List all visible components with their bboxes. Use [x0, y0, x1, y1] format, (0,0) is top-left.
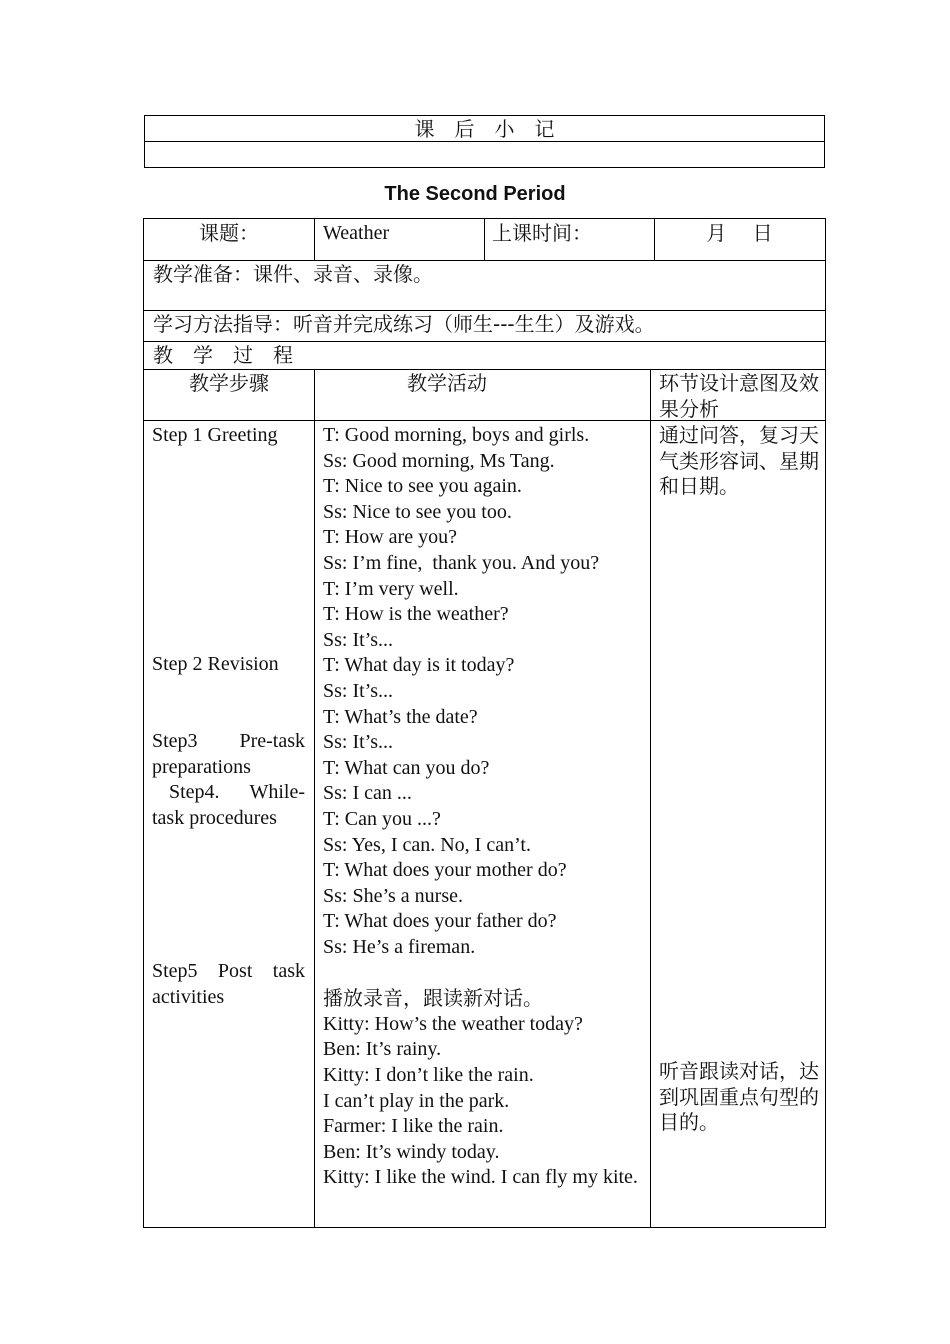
analysis-note: 通过问答，复习天气类形容词、星期和日期。	[659, 423, 819, 499]
activity-line: Ss: It’s...	[323, 731, 394, 754]
col-divider	[314, 219, 315, 260]
step-item: Step 1 Greeting	[152, 424, 278, 446]
activity-line: Ss: Good morning, Ms Tang.	[323, 449, 555, 472]
col-header-steps: 教学步骤	[189, 371, 269, 395]
col-header-activities: 教学活动	[407, 371, 487, 395]
col-header-analysis: 环节设计意图及效果分析	[659, 371, 819, 421]
topic-label: 课题：	[199, 221, 259, 245]
step-item: Step 2 Revision	[152, 653, 279, 675]
row-divider	[144, 341, 825, 342]
activity-line: T: What does your mother do?	[323, 859, 567, 882]
notes-header: 课 后 小 记	[414, 117, 555, 141]
activity-line: T: What does your father do?	[323, 910, 557, 933]
step-item: Step3 Pre-task preparations	[152, 730, 305, 778]
activity-line: T: How is the weather?	[323, 603, 509, 626]
col-divider	[314, 369, 315, 1227]
activity-line: Ss: I can ...	[323, 782, 412, 805]
time-label: 上课时间：	[492, 221, 592, 245]
activity-line: Ss: Nice to see you too.	[323, 500, 512, 523]
activity-line: T: Good morning, boys and girls.	[323, 424, 590, 446]
activity-line: Ss: He’s a fireman.	[323, 936, 476, 958]
col-divider	[650, 369, 651, 1227]
time-value: 月 日	[706, 221, 773, 245]
process-heading: 教 学 过 程	[153, 343, 293, 367]
step-item: Step4. While-task procedures	[152, 781, 305, 829]
activity-line: T: What’s the date?	[323, 705, 478, 728]
activity-line: Ss: She’s a nurse.	[323, 884, 463, 907]
activity-line: Ben: It’s rainy.	[323, 1038, 442, 1061]
row-divider	[144, 260, 825, 261]
activity-line: Kitty: I don’t like the rain.	[323, 1064, 534, 1086]
col-divider	[484, 219, 485, 260]
activity-line: T: What day is it today?	[323, 654, 515, 677]
method-text: 学习方法指导：听音并完成练习（师生---生生）及游戏。	[153, 312, 655, 336]
activity-line: Ss: It’s...	[323, 628, 394, 651]
step-item: Step5 Post task activities	[152, 960, 305, 1008]
activity-line: 播放录音，跟读新对话。	[323, 986, 543, 1011]
activity-line: T: What can you do?	[323, 756, 490, 779]
analysis-note: 听音跟读对话，达到巩固重点句型的目的。	[659, 1059, 819, 1135]
activity-line: Ben: It’s windy today.	[323, 1140, 500, 1163]
activity-line: Kitty: How’s the weather today?	[323, 1012, 583, 1035]
activity-line: Kitty: I like the wind. I can fly my kite.	[323, 1166, 638, 1189]
period-title: The Second Period	[384, 183, 566, 205]
preparation-text: 教学准备：课件、录音、录像。	[153, 262, 433, 286]
row-divider	[144, 369, 825, 370]
activity-line: I can’t play in the park.	[323, 1089, 510, 1112]
activity-line: Ss: It’s...	[323, 680, 394, 702]
activity-line: Ss: Yes, I can. No, I can’t.	[323, 833, 531, 856]
row-divider	[144, 310, 825, 311]
notes-divider	[145, 141, 824, 142]
lesson-table	[143, 218, 826, 1228]
activity-line: Farmer: I like the rain.	[323, 1115, 504, 1138]
activity-line: T: Can you ...?	[323, 808, 441, 830]
activity-line: Ss: I’m fine, thank you. And you?	[323, 552, 600, 574]
notes-body	[149, 143, 819, 165]
activity-line: T: How are you?	[323, 526, 457, 549]
notes-table	[144, 115, 825, 168]
topic-value: Weather	[323, 222, 390, 244]
activity-line: T: I’m very well.	[323, 577, 459, 600]
activity-line: T: Nice to see you again.	[323, 475, 522, 498]
